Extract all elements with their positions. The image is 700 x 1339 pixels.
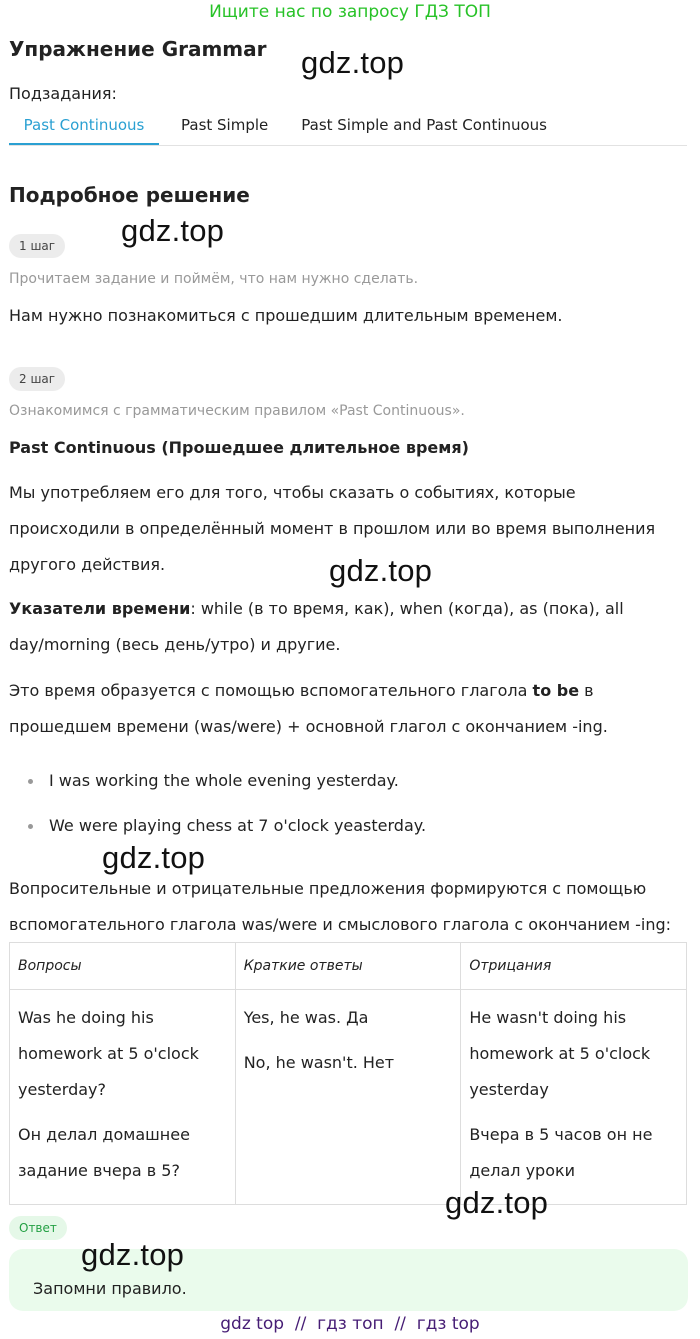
step-text: Нам нужно познакомиться с прошедшим длительным временем. bbox=[9, 306, 563, 325]
section-title: Подробное решение bbox=[9, 183, 250, 207]
cell-text: Он делал домашнее задание вчера в 5? bbox=[18, 1125, 190, 1180]
cell-text: Was he doing his homework at 5 o'clock yesterday? bbox=[18, 1008, 199, 1099]
indicators-text: : while (в то время, как), when (когда), as (пока), all day/morning (весь день/утро) и другие. bbox=[9, 599, 624, 654]
answer-badge: Ответ bbox=[9, 1216, 67, 1240]
list-item: We were playing chess at 7 o'clock yeasterday. bbox=[9, 809, 689, 843]
watermark: gdz.top bbox=[329, 553, 433, 588]
step-hint: Ознакомимся с грамматическим правилом «Past Continuous». bbox=[9, 403, 465, 419]
table-row bbox=[10, 990, 687, 1205]
watermark: gdz.top bbox=[81, 1237, 185, 1272]
cell-text: Yes, he was. Да bbox=[243, 1008, 369, 1027]
formation-text: Это время образуется с помощью вспомогательного глагола bbox=[9, 681, 533, 700]
footer-links[interactable]: gdz top // гдз топ // гдз top bbox=[220, 1314, 480, 1334]
rule-formation bbox=[9, 673, 689, 745]
tab-past-simple-and-continuous[interactable]: Past Simple and Past Continuous bbox=[301, 116, 547, 134]
rule-heading: Past Continuous (Прошедшее длительное время) bbox=[9, 438, 469, 457]
watermark: gdz.top bbox=[121, 213, 225, 248]
promo-banner[interactable]: Ищите нас по запросу ГДЗ ТОП bbox=[209, 2, 491, 22]
rule-usage: Мы употребляем его для того, чтобы сказать о событиях, которые происходили в определённый момент в прошлом или во время выполнения другого действия. bbox=[9, 483, 656, 574]
questions-note: Вопросительные и отрицательные предложения формируются с помощью вспомогательного глагола was/were и смыслового глагола с окончанием -ing: bbox=[9, 879, 672, 934]
cell-text: He wasn't doing his homework at 5 o'clock yesterday bbox=[469, 1008, 651, 1099]
list-item: I was working the whole evening yesterday. bbox=[9, 764, 689, 798]
subtasks-label: Подзадания: bbox=[9, 84, 117, 103]
step-badge: 1 шаг bbox=[9, 234, 65, 258]
watermark: gdz.top bbox=[102, 840, 206, 875]
formation-bold: to be bbox=[532, 681, 580, 700]
page-title: Упражнение Grammar bbox=[9, 37, 267, 61]
grammar-table bbox=[9, 942, 687, 1205]
indicators-label: Указатели времени bbox=[9, 599, 191, 618]
table-header: Краткие ответы bbox=[235, 943, 461, 990]
table-cell bbox=[10, 990, 236, 1205]
table-cell bbox=[235, 990, 461, 1205]
step-badge: 2 шаг bbox=[9, 367, 65, 391]
tab-past-simple[interactable]: Past Simple bbox=[181, 116, 269, 134]
watermark: gdz.top bbox=[445, 1185, 549, 1220]
table-header: Вопросы bbox=[10, 943, 236, 990]
time-indicators bbox=[9, 591, 689, 663]
answer-text: Запомни правило. bbox=[33, 1279, 187, 1298]
table-header-row bbox=[10, 943, 687, 990]
table-header: Отрицания bbox=[461, 943, 687, 990]
cell-text: No, he wasn't. Нет bbox=[243, 1053, 395, 1072]
table-cell bbox=[461, 990, 687, 1205]
subtask-tabs bbox=[9, 106, 687, 146]
tab-past-continuous[interactable]: Past Continuous bbox=[9, 106, 159, 145]
formation-text: в прошедшем времени (was/were) + основной глагол с окончанием -ing. bbox=[9, 681, 608, 736]
step-hint: Прочитаем задание и поймём, что нам нужно сделать. bbox=[9, 271, 419, 287]
watermark: gdz.top bbox=[301, 45, 405, 80]
cell-text: Вчера в 5 часов он не делал уроки bbox=[469, 1125, 653, 1180]
